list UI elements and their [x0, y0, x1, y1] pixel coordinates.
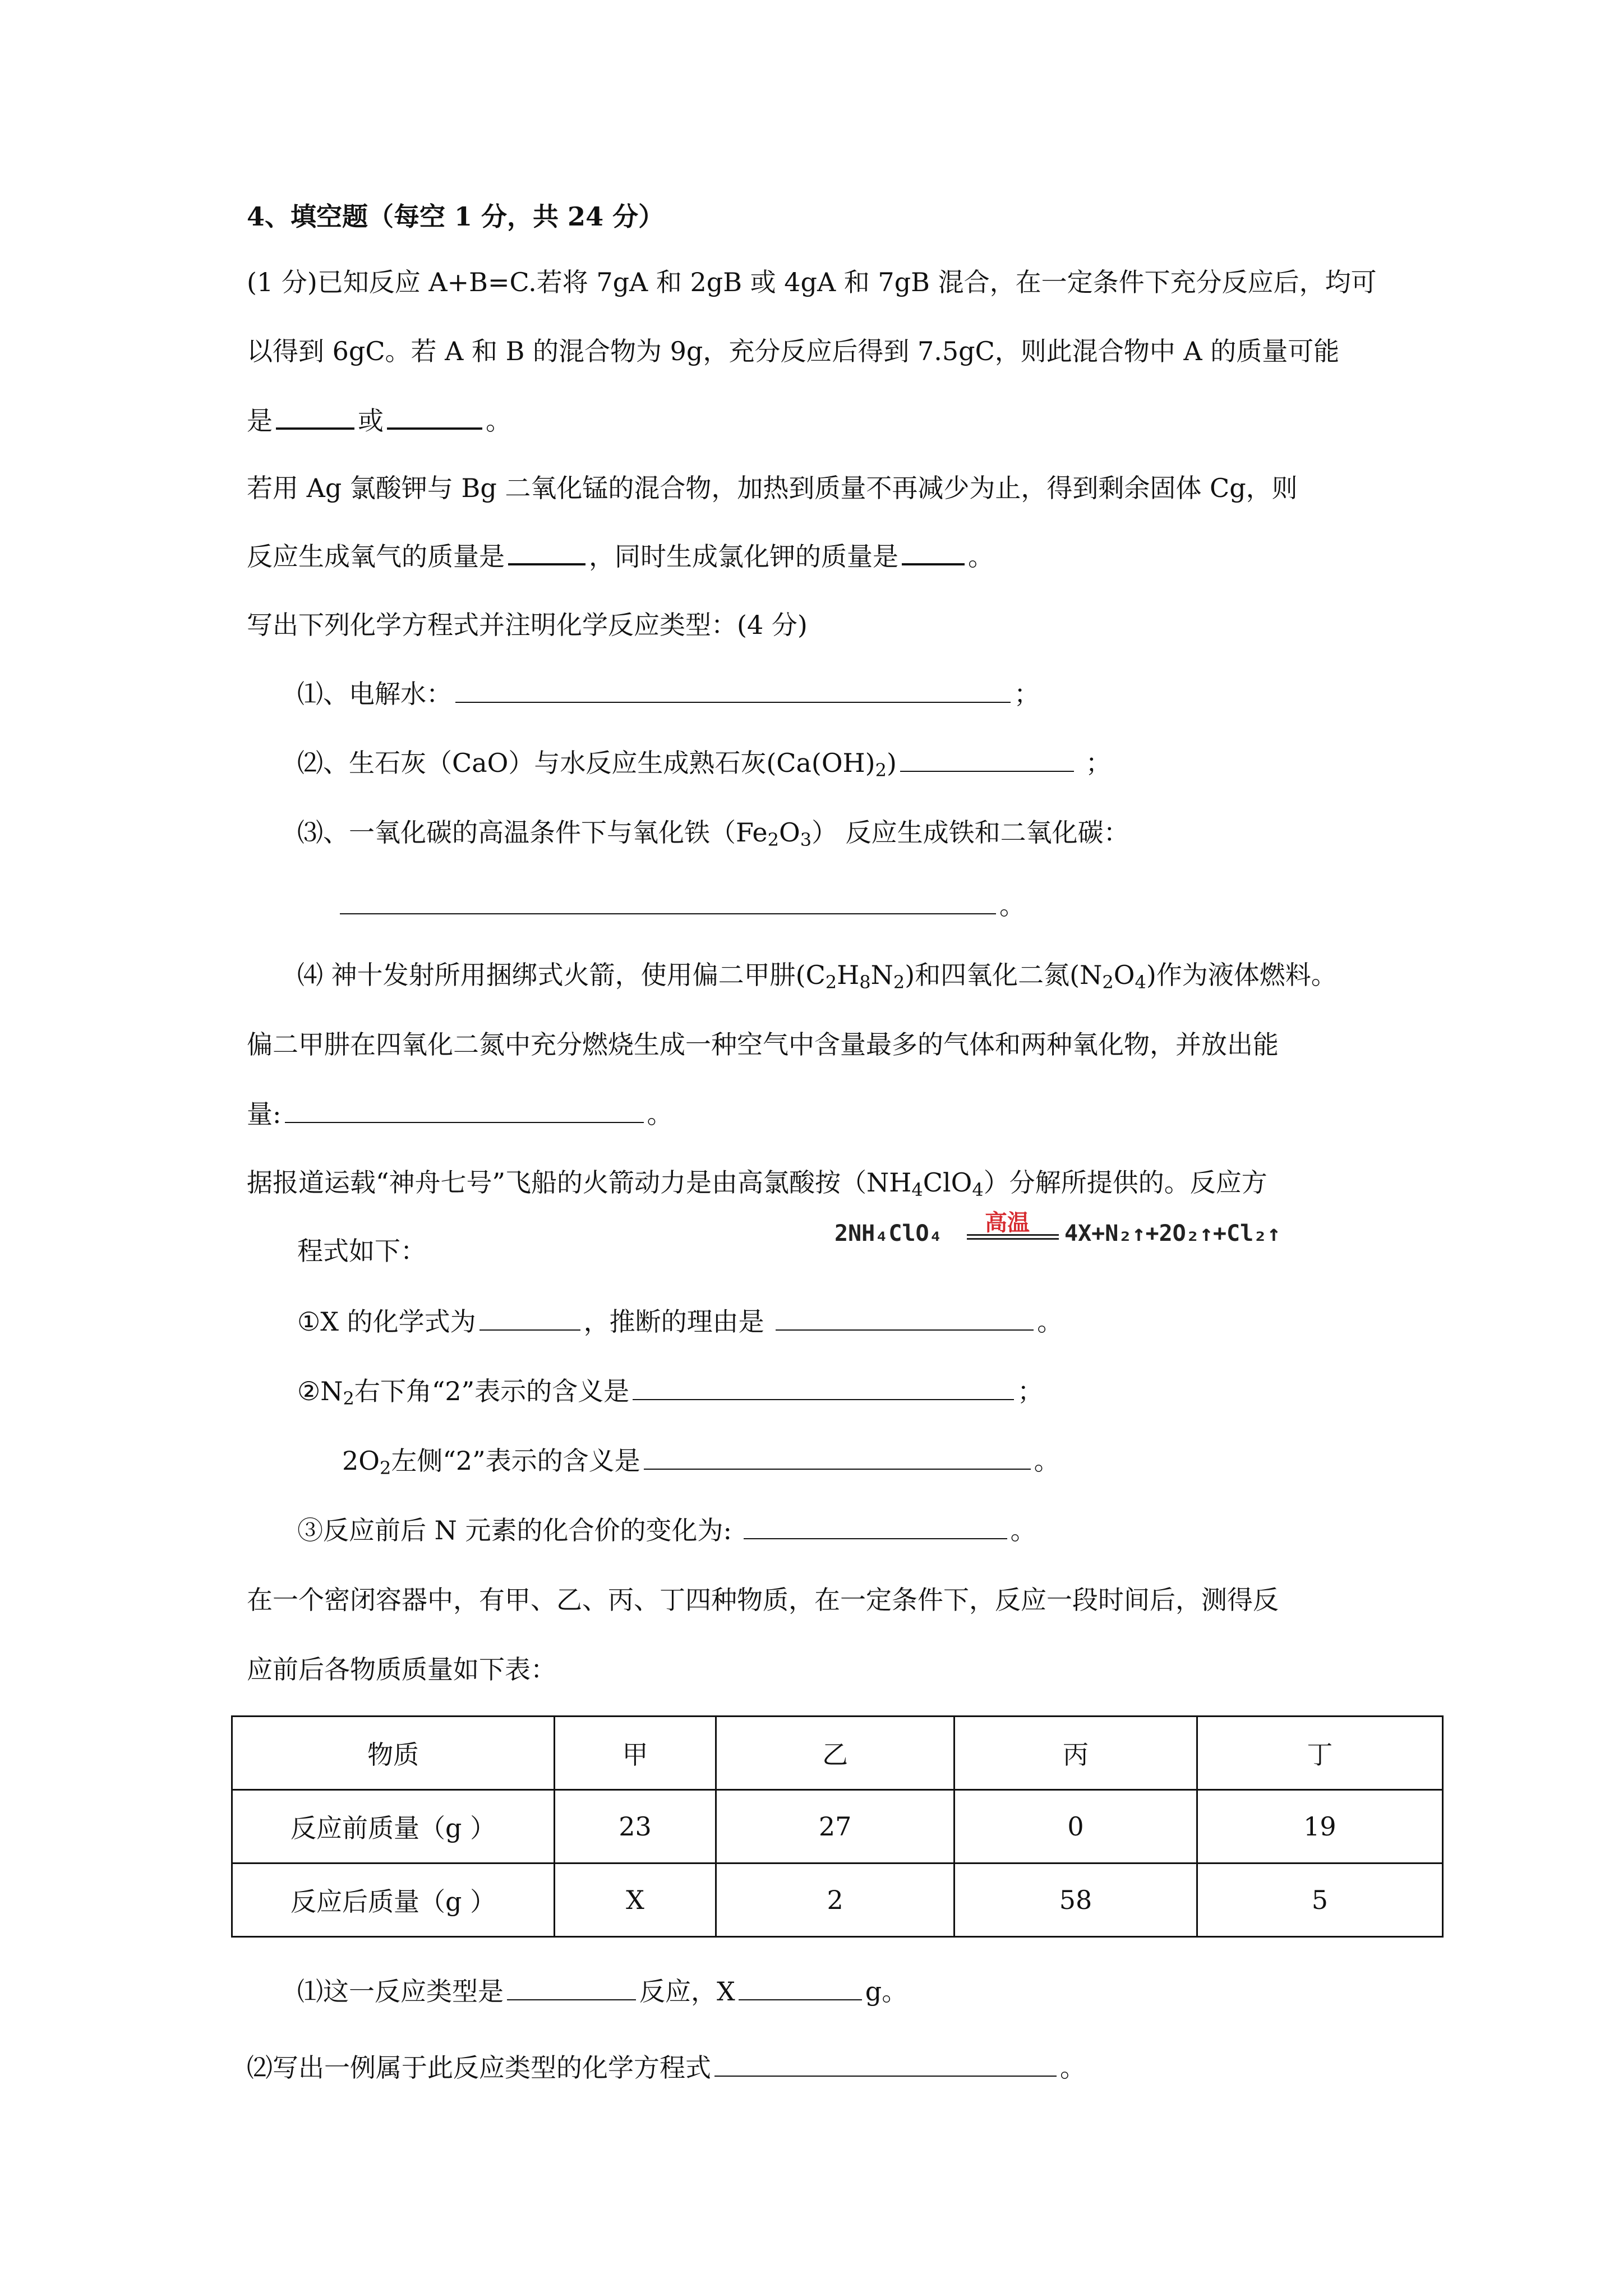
- table-cell: 2: [716, 1864, 954, 1937]
- q4-t1: ⑷ 神十发射所用捆绑式火箭，使用偏二甲肼(C: [297, 960, 826, 990]
- q3-item3-end: 。: [999, 890, 1025, 921]
- table-cell: 23: [555, 1790, 716, 1864]
- q4-t4: )和四氧化二氮(N: [905, 960, 1103, 990]
- table-cell: 反应后质量（g ）: [232, 1864, 555, 1937]
- q3-item3-rest: ） 反应生成铁和二氧化碳：: [811, 817, 1129, 848]
- q4-t2: H: [837, 960, 860, 990]
- table-header-cell: 丁: [1197, 1717, 1442, 1790]
- equation-condition: 高温: [985, 1210, 1030, 1236]
- q1-blank-1[interactable]: [276, 405, 354, 430]
- q6-sub1: [297, 1975, 907, 2008]
- q3-item1-blank[interactable]: [455, 679, 1011, 703]
- q5-sub2b-blank[interactable]: [644, 1446, 1031, 1470]
- q5-sub2b-sub: 2: [379, 1457, 391, 1479]
- q6-sub1-c: g。: [865, 1976, 908, 2007]
- q5-sub2b-b: 左侧“2”表示的含义是: [391, 1446, 640, 1476]
- q5-sub2-a: ②N: [297, 1376, 343, 1406]
- q3-intro: 写出下列化学方程式并注明化学反应类型：(4 分): [247, 610, 808, 640]
- section-title: 4、填空题（每空 1 分，共 24 分）: [247, 201, 665, 232]
- q2-text-a: 反应生成氧气的质量是: [247, 541, 505, 572]
- q5-sub1-c: 。: [1037, 1306, 1063, 1337]
- q5-sub3-blank[interactable]: [744, 1516, 1007, 1539]
- q3-item2-sub: 2: [875, 760, 887, 781]
- q3-item1: [297, 677, 1040, 711]
- q5-sub1-blank-1[interactable]: [479, 1307, 580, 1331]
- q2-text-c: 。: [968, 541, 994, 572]
- q3-item3-blank[interactable]: [340, 891, 996, 914]
- q5-sub3-b: 。: [1010, 1515, 1036, 1545]
- q6-sub1-blank-1[interactable]: [507, 1977, 636, 2000]
- q4-line1: [297, 958, 1337, 999]
- q4-s5: 4: [1135, 972, 1146, 993]
- q4-t3: N: [870, 960, 893, 990]
- q6-line1: 在一个密闭容器中，有甲、乙、丙、丁四种物质，在一定条件下，反应一段时间后，测得反: [247, 1585, 1279, 1615]
- q1-line2: 以得到 6gC。若 A 和 B 的混合物为 9g，充分反应后得到 7.5gC，则此混合物中 A 的质量可能: [247, 336, 1340, 366]
- q5-s2: 4: [972, 1179, 984, 1200]
- table-cell: 反应前质量（g ）: [232, 1790, 555, 1864]
- q4-blank[interactable]: [285, 1099, 644, 1123]
- q5-s1: 4: [911, 1179, 923, 1200]
- q5-sub1-a: ①X 的化学式为: [297, 1306, 476, 1337]
- q5-sub1: [297, 1305, 1063, 1338]
- table-header-cell: 物质: [232, 1717, 555, 1790]
- q4-s1: 2: [825, 972, 837, 993]
- q4-t6: )作为液体燃料。: [1146, 960, 1337, 990]
- q3-item3-sub1: 2: [767, 829, 779, 850]
- q5-sub2-c: ；: [1017, 1376, 1044, 1406]
- q5-sub3: [297, 1513, 1036, 1547]
- q5-t1: 据报道运载“神舟七号”飞船的火箭动力是由高氯酸按（NH: [247, 1167, 912, 1198]
- q2-blank-2[interactable]: [902, 541, 965, 565]
- table-header-cell: 甲: [555, 1717, 716, 1790]
- q1-text-c: 。: [486, 406, 511, 436]
- q2-line1: 若用 Ag 氯酸钾与 Bg 二氧化锰的混合物，加热到质量不再减少为止，得到剩余固体 Cg，则: [247, 473, 1298, 503]
- q1-line1: (1 分)已知反应 A+B=C.若将 7gA 和 2gB 或 4gA 和 7gB 混合，在一定条件下充分反应后，均可: [247, 267, 1377, 297]
- q6-sub2-blank[interactable]: [714, 2053, 1057, 2077]
- q5-sub1-blank-2[interactable]: [776, 1307, 1034, 1331]
- q4-line3: [247, 1097, 673, 1131]
- equation-lhs: 2NH₄ClO₄: [834, 1221, 943, 1246]
- q4-s3: 2: [893, 972, 905, 993]
- equation-rhs: 4X+N₂↑+2O₂↑+Cl₂↑: [1064, 1221, 1281, 1246]
- q6-sub2-a: ⑵写出一例属于此反应类型的化学方程式: [247, 2053, 711, 2083]
- q3-item3-label: ⑶、一氧化碳的高温条件下与氧化铁（Fe: [297, 817, 768, 848]
- q2-line2: [247, 540, 994, 573]
- q1-text-a: 是: [247, 406, 273, 436]
- table-cell: 19: [1197, 1790, 1442, 1864]
- table-cell: X: [555, 1864, 716, 1937]
- table-header-cell: 乙: [716, 1717, 954, 1790]
- q3-item2-close: ): [886, 748, 897, 778]
- equation-equals-sign: [967, 1234, 1059, 1240]
- q2-text-b: ，同时生成氯化钾的质量是: [589, 541, 898, 572]
- q5-line2: 程式如下：: [297, 1236, 426, 1266]
- q3-item2-end: ；: [1085, 748, 1112, 778]
- q6-line2: 应前后各物质质量如下表：: [247, 1654, 556, 1685]
- table-header-row: [232, 1717, 1443, 1790]
- q3-item1-label: ⑴、电解水：: [297, 679, 452, 709]
- q5-t2: ClO: [923, 1167, 972, 1198]
- table-header-cell: 丙: [955, 1717, 1197, 1790]
- q5-sub2b-a: 2O: [342, 1446, 380, 1476]
- q3-item1-end: ；: [1014, 679, 1040, 709]
- q6-sub1-a: ⑴这一反应类型是: [297, 1976, 504, 2007]
- q1-blank-2[interactable]: [387, 405, 482, 430]
- q3-item2: [297, 746, 1112, 787]
- q5-sub2-sub: 2: [343, 1388, 354, 1409]
- q3-item3: [297, 816, 1129, 857]
- q5-sub2b: [342, 1444, 1060, 1485]
- q4-t5: O: [1113, 960, 1135, 990]
- table-cell: 5: [1197, 1864, 1442, 1937]
- q5-line1: [247, 1166, 1267, 1207]
- q5-sub2-b: 右下角“2”表示的含义是: [354, 1376, 630, 1406]
- q5-sub2-blank[interactable]: [633, 1377, 1014, 1400]
- q3-item2-label: ⑵、生石灰（CaO）与水反应生成熟石灰(Ca(OH): [297, 748, 875, 778]
- q6-sub1-b: 反应，X: [639, 1976, 735, 2007]
- mass-table: [231, 1715, 1444, 1938]
- q5-sub2b-c: 。: [1034, 1446, 1060, 1476]
- q5-t3: ）分解所提供的。反应方: [983, 1167, 1267, 1198]
- q5-sub1-b: ，推断的理由是: [583, 1306, 764, 1337]
- table-row: [232, 1790, 1443, 1864]
- q6-sub2-b: 。: [1060, 2053, 1086, 2083]
- q5-sub3-a: ③反应前后 N 元素的化合价的变化为:: [297, 1515, 732, 1545]
- q3-item3-sub2: 3: [800, 829, 812, 850]
- q1-line3: [247, 404, 511, 438]
- q4-line3-end: 。: [647, 1099, 673, 1129]
- q4-s2: 8: [859, 972, 871, 993]
- table-cell: 58: [955, 1864, 1197, 1937]
- table-cell: 0: [955, 1790, 1197, 1864]
- q4-line3-label: 量:: [247, 1099, 282, 1129]
- table-cell: 27: [716, 1790, 954, 1864]
- q3-item2-blank[interactable]: [900, 748, 1074, 772]
- q3-item3-mid: O: [778, 817, 800, 848]
- q1-text-b: 或: [358, 406, 384, 436]
- q6-sub2: [247, 2051, 1086, 2085]
- q5-sub2: [297, 1374, 1043, 1415]
- q3-item3-answer: [336, 889, 1025, 922]
- q2-blank-1[interactable]: [508, 541, 585, 565]
- q4-line2: 偏二甲肼在四氧化二氮中充分燃烧生成一种空气中含量最多的气体和两种氧化物，并放出能: [247, 1029, 1279, 1060]
- table-row: [232, 1864, 1443, 1937]
- q4-s4: 2: [1102, 972, 1114, 993]
- q6-sub1-blank-2[interactable]: [739, 1977, 862, 2000]
